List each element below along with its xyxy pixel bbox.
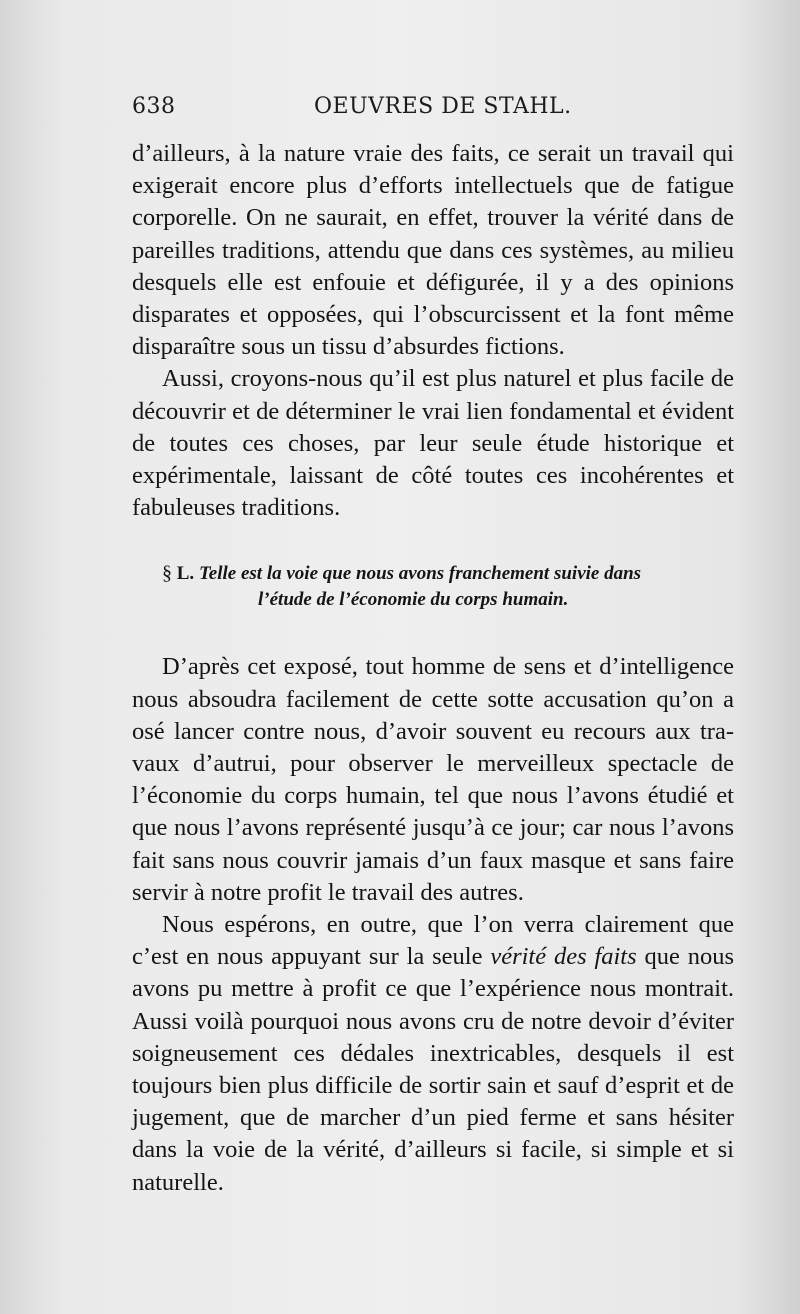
running-head	[132, 94, 732, 130]
running-title: OEUVRES DE STAHL.	[314, 94, 572, 119]
page-number: 638	[132, 94, 176, 119]
paragraph-nous-esperons	[132, 909, 734, 1199]
spacer	[132, 613, 734, 651]
section-title-line2: l’étude de l’économie du corps humain.	[258, 589, 569, 611]
paragraph-aussi: Aussi, croyons-nous qu’il est plus naturel et plus facile de découvrir et de déterminer le vrai lien fondamental et évident de toutes ces choses, par leur seule étude historique et expérimentale, laissant de côté toutes ces incohérentes et fabuleuses traditions.	[132, 365, 734, 522]
page-body	[132, 138, 734, 1199]
section-title-line1: Telle est la voie que nous avons franchement suivie dans	[198, 563, 642, 585]
paragraph-text-after-emphasis: que nous avons pu mettre à profit ce que l’expérience nous montrait. Aussi voilà pourquoi nous avons cru de notre devoir d’éviter soigneusement ces dédales inextricables, desquels il est toujours bien plus difficile de sortir sain et sauf d’esprit et de jugement, que de marcher d’un pied ferme et sans hésiter dans la voie de la vérité, d’ailleurs si facile, si simple et si naturelle.	[132, 943, 734, 1196]
paragraph-dapres: D’après cet exposé, tout homme de sens et d’intelligence nous absoudra facilement de cette sotte accusation qu’on a osé lancer contre nous, d’avoir souvent eu recours aux travaux d’autrui, pour observer le merveilleux spectacle de l’économie du corps humain, tel que nous l’avons étudié et que nous l’avons représenté jusqu’à ce jour; car nous l’avons fait sans nous couvrir jamais d’un faux masque et sans faire servir à notre profit le travail des autres.	[132, 653, 734, 906]
section-mark: §	[162, 562, 172, 585]
section-heading	[132, 560, 734, 613]
section-label: L.	[176, 563, 195, 585]
paragraph-continued: d’ailleurs, à la nature vraie des faits, ce serait un travail qui exigerait encore plus d’efforts intellectuels que de fatigue corporelle. On ne saurait, en effet, trouver la vérité dans de pareilles traditions, attendu que dans ces systèmes, au milieu desquels elle est enfouie et défigurée, il y a des opinions disparates et opposées, qui l’obscurcissent et la font même disparaître sous un tissu d’absurdes fictions.	[132, 140, 734, 361]
paragraph-text-before-emphasis: Nous espérons, en outre, que l’on verra clairement que c’est en nous appuyant sur la seule	[132, 911, 734, 971]
emphasized-phrase: vérité des faits	[490, 943, 637, 971]
